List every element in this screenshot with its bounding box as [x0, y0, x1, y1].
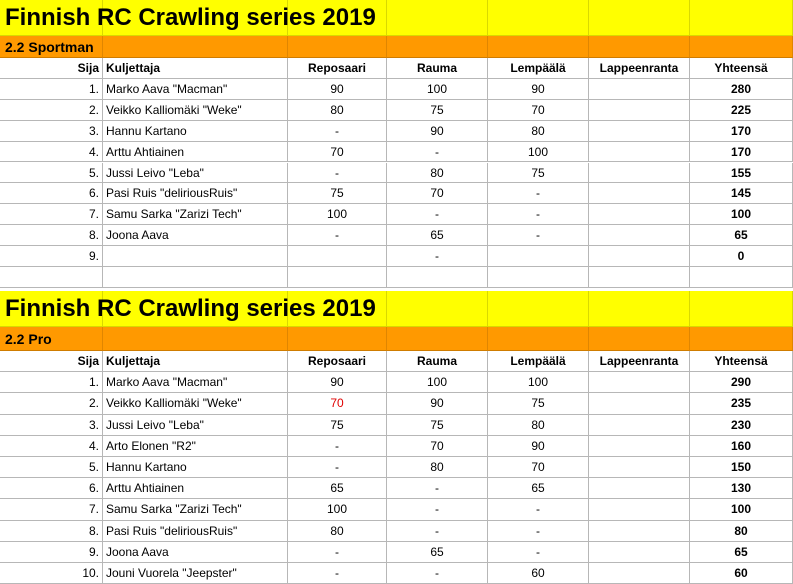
header-cell-lappeenranta[interactable]: Lappeenranta: [589, 58, 690, 79]
cell-lappeenranta[interactable]: [589, 163, 690, 184]
cell-rauma[interactable]: -: [387, 478, 488, 499]
header-cell-total[interactable]: Yhteensä: [690, 58, 793, 79]
cell-total[interactable]: 225: [690, 100, 793, 121]
cell-driver[interactable]: Pasi Ruis "deliriousRuis": [103, 521, 288, 542]
cell-lempaala[interactable]: -: [488, 499, 589, 520]
header-row: [0, 58, 793, 79]
cell-total[interactable]: 160: [690, 436, 793, 457]
table-row: [0, 415, 793, 436]
cell-rank[interactable]: 7.: [0, 499, 103, 520]
cell-lempaala[interactable]: 75: [488, 393, 589, 414]
cell-lappeenranta[interactable]: [589, 183, 690, 204]
cell-reposaari[interactable]: -: [288, 457, 387, 478]
table-row: [0, 225, 793, 246]
cell-lappeenranta[interactable]: [589, 499, 690, 520]
header-cell-lappeenranta[interactable]: Lappeenranta: [589, 351, 690, 372]
empty-cell[interactable]: [103, 267, 288, 288]
cell-rank[interactable]: 6.: [0, 478, 103, 499]
cell-driver[interactable]: Hannu Kartano: [103, 121, 288, 142]
cell-lappeenranta[interactable]: [589, 393, 690, 414]
cell-rauma[interactable]: 65: [387, 542, 488, 563]
header-cell-total[interactable]: Yhteensä: [690, 351, 793, 372]
cell-driver[interactable]: Joona Aava: [103, 225, 288, 246]
cell-rauma[interactable]: 90: [387, 121, 488, 142]
cell-lempaala[interactable]: 90: [488, 79, 589, 100]
cell-rauma[interactable]: 90: [387, 393, 488, 414]
cell-lappeenranta[interactable]: [589, 457, 690, 478]
cell-lempaala[interactable]: -: [488, 542, 589, 563]
header-cell-reposaari[interactable]: Reposaari: [288, 58, 387, 79]
cell-driver[interactable]: Marko Aava "Macman": [103, 79, 288, 100]
section-2-title-row: [0, 291, 793, 327]
empty-row: [0, 267, 793, 288]
empty-cell[interactable]: [387, 267, 488, 288]
cell-reposaari[interactable]: -: [288, 563, 387, 584]
cell-lempaala[interactable]: -: [488, 521, 589, 542]
empty-cell[interactable]: [0, 267, 103, 288]
cell-lappeenranta[interactable]: [589, 79, 690, 100]
cell-lempaala[interactable]: 60: [488, 563, 589, 584]
section-title[interactable]: Finnish RC Crawling series 2019: [5, 4, 376, 31]
cell-reposaari[interactable]: 90: [288, 372, 387, 393]
header-cell-rauma[interactable]: Rauma: [387, 58, 488, 79]
cell-total[interactable]: 100: [690, 204, 793, 225]
header-cell-driver[interactable]: Kuljettaja: [103, 351, 288, 372]
cell-lempaala[interactable]: 80: [488, 415, 589, 436]
cell-total[interactable]: 230: [690, 415, 793, 436]
cell-rank[interactable]: 8.: [0, 225, 103, 246]
cell-rauma[interactable]: 75: [387, 415, 488, 436]
table-row: [0, 521, 793, 542]
cell-total[interactable]: 155: [690, 163, 793, 184]
empty-cell[interactable]: [589, 267, 690, 288]
cell-total[interactable]: 100: [690, 499, 793, 520]
header-cell-rauma[interactable]: Rauma: [387, 351, 488, 372]
cell-lappeenranta[interactable]: [589, 372, 690, 393]
empty-cell[interactable]: [488, 267, 589, 288]
cell-lappeenranta[interactable]: [589, 415, 690, 436]
category-label[interactable]: 2.2 Sportman: [5, 39, 94, 55]
table-row: [0, 204, 793, 225]
table-row: [0, 499, 793, 520]
cell-reposaari[interactable]: 80: [288, 521, 387, 542]
section-1-category-row: [0, 36, 793, 58]
table-row: [0, 121, 793, 142]
table-row: [0, 457, 793, 478]
header-cell-lempaala[interactable]: Lempäälä: [488, 351, 589, 372]
cell-rank[interactable]: 4.: [0, 436, 103, 457]
cell-driver[interactable]: Jussi Leivo "Leba": [103, 163, 288, 184]
header-cell-driver[interactable]: Kuljettaja: [103, 58, 288, 79]
table-row: [0, 372, 793, 393]
header-cell-reposaari[interactable]: Reposaari: [288, 351, 387, 372]
cell-rauma[interactable]: 80: [387, 163, 488, 184]
cell-reposaari[interactable]: 90: [288, 79, 387, 100]
cell-rank[interactable]: 5.: [0, 163, 103, 184]
table-row: [0, 478, 793, 499]
table-row: [0, 436, 793, 457]
cell-lempaala[interactable]: [488, 246, 589, 267]
cell-rank[interactable]: 1.: [0, 79, 103, 100]
cell-total[interactable]: 130: [690, 478, 793, 499]
section-2-category-row: [0, 327, 793, 351]
cell-driver[interactable]: [103, 246, 288, 267]
table-row: [0, 183, 793, 204]
cell-driver[interactable]: Arttu Ahtiainen: [103, 478, 288, 499]
cell-reposaari[interactable]: 75: [288, 183, 387, 204]
section-title[interactable]: Finnish RC Crawling series 2019: [5, 295, 376, 322]
cell-lempaala[interactable]: 80: [488, 121, 589, 142]
cell-lempaala[interactable]: 75: [488, 163, 589, 184]
cell-driver[interactable]: Veikko Kalliomäki "Weke": [103, 100, 288, 121]
empty-cell[interactable]: [288, 267, 387, 288]
table-row: [0, 100, 793, 121]
cell-rauma[interactable]: 70: [387, 436, 488, 457]
cell-driver[interactable]: Hannu Kartano: [103, 457, 288, 478]
table-row: [0, 563, 793, 584]
cell-lempaala[interactable]: -: [488, 183, 589, 204]
cell-driver[interactable]: Marko Aava "Macman": [103, 372, 288, 393]
cell-reposaari[interactable]: 65: [288, 478, 387, 499]
cell-rauma[interactable]: -: [387, 499, 488, 520]
cell-lappeenranta[interactable]: [589, 100, 690, 121]
cell-rauma[interactable]: -: [387, 142, 488, 163]
cell-driver[interactable]: Veikko Kalliomäki "Weke": [103, 393, 288, 414]
cell-lempaala[interactable]: -: [488, 204, 589, 225]
cell-lappeenranta[interactable]: [589, 142, 690, 163]
cell-rank[interactable]: 8.: [0, 521, 103, 542]
cell-reposaari[interactable]: -: [288, 163, 387, 184]
cell-rank[interactable]: 4.: [0, 142, 103, 163]
cell-lempaala[interactable]: 70: [488, 457, 589, 478]
cell-reposaari[interactable]: -: [288, 436, 387, 457]
table-row: [0, 542, 793, 563]
cell-total[interactable]: 290: [690, 372, 793, 393]
cell-total[interactable]: 60: [690, 563, 793, 584]
cell-lempaala[interactable]: 65: [488, 478, 589, 499]
table-row: [0, 142, 793, 163]
category-label[interactable]: 2.2 Pro: [5, 331, 52, 347]
cell-driver[interactable]: Joona Aava: [103, 542, 288, 563]
empty-cell[interactable]: [690, 267, 793, 288]
cell-lappeenranta[interactable]: [589, 478, 690, 499]
cell-total[interactable]: 65: [690, 225, 793, 246]
cell-total[interactable]: 150: [690, 457, 793, 478]
cell-total[interactable]: 80: [690, 521, 793, 542]
cell-total[interactable]: 145: [690, 183, 793, 204]
cell-total[interactable]: 65: [690, 542, 793, 563]
cell-driver[interactable]: Arttu Ahtiainen: [103, 142, 288, 163]
cell-reposaari[interactable]: -: [288, 121, 387, 142]
cell-lappeenranta[interactable]: [589, 563, 690, 584]
cell-lempaala[interactable]: 90: [488, 436, 589, 457]
header-cell-lempaala[interactable]: Lempäälä: [488, 58, 589, 79]
cell-driver[interactable]: Jouni Vuorela "Jeepster": [103, 563, 288, 584]
table-row: [0, 163, 793, 184]
cell-rauma[interactable]: -: [387, 521, 488, 542]
cell-rauma[interactable]: 75: [387, 100, 488, 121]
cell-lappeenranta[interactable]: [589, 521, 690, 542]
cell-rank[interactable]: 3.: [0, 121, 103, 142]
cell-reposaari[interactable]: [288, 246, 387, 267]
cell-lappeenranta[interactable]: [589, 246, 690, 267]
cell-lappeenranta[interactable]: [589, 204, 690, 225]
cell-rank[interactable]: 2.: [0, 100, 103, 121]
cell-lappeenranta[interactable]: [589, 542, 690, 563]
table-row: [0, 393, 793, 414]
header-row: [0, 351, 793, 372]
cell-driver[interactable]: Samu Sarka "Zarizi Tech": [103, 499, 288, 520]
cell-lappeenranta[interactable]: [589, 436, 690, 457]
cell-rank[interactable]: 7.: [0, 204, 103, 225]
cell-rauma[interactable]: 100: [387, 372, 488, 393]
cell-reposaari[interactable]: 80: [288, 100, 387, 121]
cell-total[interactable]: 170: [690, 121, 793, 142]
cell-driver[interactable]: Jussi Leivo "Leba": [103, 415, 288, 436]
cell-rank[interactable]: 9.: [0, 246, 103, 267]
header-cell-rank[interactable]: Sija: [0, 58, 103, 79]
cell-total[interactable]: 170: [690, 142, 793, 163]
cell-lempaala[interactable]: 100: [488, 372, 589, 393]
cell-rauma[interactable]: 100: [387, 79, 488, 100]
cell-rauma[interactable]: 80: [387, 457, 488, 478]
cell-rank[interactable]: 2.: [0, 393, 103, 414]
header-cell-rank[interactable]: Sija: [0, 351, 103, 372]
cell-total[interactable]: 235: [690, 393, 793, 414]
cell-reposaari[interactable]: -: [288, 542, 387, 563]
cell-rank[interactable]: 3.: [0, 415, 103, 436]
cell-driver[interactable]: Samu Sarka "Zarizi Tech": [103, 204, 288, 225]
cell-rauma[interactable]: -: [387, 204, 488, 225]
cell-total[interactable]: 280: [690, 79, 793, 100]
cell-reposaari[interactable]: 75: [288, 415, 387, 436]
cell-reposaari[interactable]: 100: [288, 499, 387, 520]
cell-rank[interactable]: 10.: [0, 563, 103, 584]
cell-reposaari[interactable]: 70: [288, 142, 387, 163]
cell-lempaala[interactable]: 100: [488, 142, 589, 163]
cell-reposaari[interactable]: 70: [288, 393, 387, 414]
cell-lappeenranta[interactable]: [589, 121, 690, 142]
cell-driver[interactable]: Pasi Ruis "deliriousRuis": [103, 183, 288, 204]
cell-rank[interactable]: 9.: [0, 542, 103, 563]
table-row: [0, 246, 793, 267]
cell-total[interactable]: 0: [690, 246, 793, 267]
cell-rank[interactable]: 1.: [0, 372, 103, 393]
cell-rauma[interactable]: -: [387, 563, 488, 584]
cell-rank[interactable]: 5.: [0, 457, 103, 478]
cell-rauma[interactable]: -: [387, 246, 488, 267]
cell-rauma[interactable]: 70: [387, 183, 488, 204]
section-1-title-row: [0, 0, 793, 36]
cell-lempaala[interactable]: -: [488, 225, 589, 246]
cell-rauma[interactable]: 65: [387, 225, 488, 246]
cell-rank[interactable]: 6.: [0, 183, 103, 204]
cell-reposaari[interactable]: 100: [288, 204, 387, 225]
table-row: [0, 79, 793, 100]
cell-lempaala[interactable]: 70: [488, 100, 589, 121]
cell-reposaari[interactable]: -: [288, 225, 387, 246]
cell-driver[interactable]: Arto Elonen "R2": [103, 436, 288, 457]
cell-lappeenranta[interactable]: [589, 225, 690, 246]
